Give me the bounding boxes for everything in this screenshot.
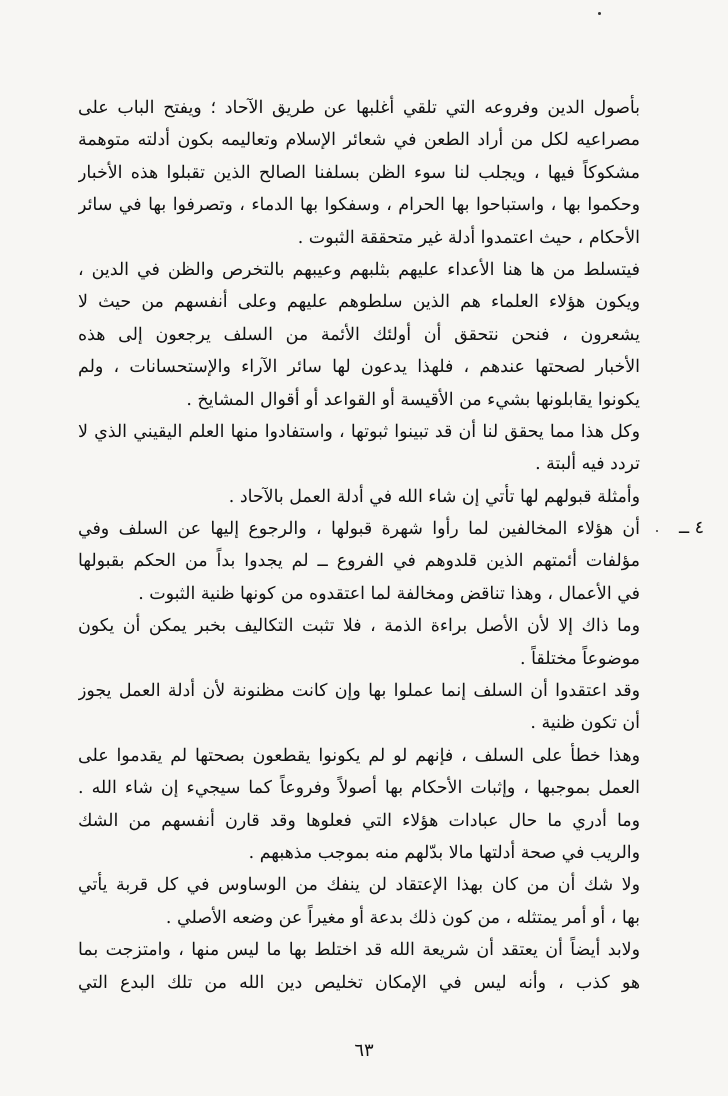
body-text [78, 92, 640, 999]
text-line: وهذا خطأ على السلف ، فإنهم لو لم يكونوا يقطعون بصحتها لم يقدموا على [78, 745, 640, 766]
list-item-number: ٤ ــ [678, 518, 704, 538]
text-line: ويكون هؤلاء العلماء هم الذين سلطوهم عليهم وعلى أنفسهم من حيث لا [78, 292, 640, 313]
text-line: يكونوا يقابلونها بشيء من الأقيسة أو القواعد أو أقوال المشايخ . [186, 389, 640, 410]
text-line: مصراعيه لكل من أراد الطعن في شعائر الإسلام وتعاليمه بكون أدلته متوهمة [78, 130, 640, 151]
text-line: مؤلفات أئمتهم الذين قلدوهم في الفروع ــ لم يجدوا بداً من الحكم بقبولها [78, 551, 640, 572]
text-line: وقد اعتقدوا أن السلف إنما عملوا بها وإن كانت مظنونة لأن أدلة العمل يجوز [78, 681, 640, 702]
text-line: أن تكون ظنية . [530, 713, 640, 734]
page-number: ٦٣ [354, 1040, 374, 1061]
text-line: الأحكام ، حيث اعتمدوا أدلة غير متحققة الثبوت . [297, 227, 640, 248]
text-line: هو كذب ، وأنه ليس في الإمكان تخليص دين الله من تلك البدع التي [78, 972, 640, 993]
text-line: ولا شك أن من كان بهذا الإعتقاد لن ينفك من الوساوس في كل قربة يأتي [78, 875, 640, 896]
text-line: وما أدري ما حال عبادات هؤلاء التي فعلوها وقد قارن أنفسهم من الشك [78, 810, 640, 831]
text-line: أن هؤلاء المخالفين لما رأوا شهرة قبولها ، والرجوع إليها عن السلف وفي [78, 519, 640, 540]
text-line: وأمثلة قبولهم لها تأتي إن شاء الله في أدلة العمل بالآحاد . [228, 486, 640, 507]
text-line: بها ، أو أمر يمتثله ، من كون ذلك بدعة أو مغيراً عن وضعه الأصلي . [165, 907, 640, 928]
text-line: تردد فيه ألبتة . [535, 454, 640, 475]
text-line: وكل هذا مما يحقق لنا أن قد تبينوا ثبوتها ، واستفادوا منها العلم اليقيني الذي لا [78, 421, 640, 442]
text-line: مشكوكاً فيها ، ويجلب لنا سوء الظن بسلفنا الصالح الذين تقبلوا هذه الأخبار [78, 162, 640, 183]
text-line: وحكموا بها ، واستباحوا بها الحرام ، وسفكوا بها الدماء ، وتصرفوا بها في سائر [78, 195, 640, 216]
text-line: ولابد أيضاً أن يعتقد أن شريعة الله قد اختلط بها ما ليس منها ، وامتزجت بما [78, 940, 640, 961]
text-line: والريب في صحة أدلتها مالا بدّلهم منه بموجب مذهبهم . [248, 842, 640, 863]
text-line: يشعرون ، فنحن نتحقق أن أولئك الأئمة من السلف يرجعون إلى هذه [78, 324, 640, 345]
ink-speck [598, 12, 601, 15]
text-line: العمل بموجبها ، وإثبات الأحكام بها أصولاً وفروعاً كما سيجيء إن شاء الله . [78, 778, 640, 799]
text-line: بأصول الدين وفروعه التي تلقي أغلبها عن طريق الآحاد ؛ ويفتح الباب على [78, 98, 640, 118]
text-line: الأخبار لصحتها عندهم ، فلهذا يدعون لها سائر الآراء والإستحسانات ، ولم [78, 357, 640, 378]
text-line: في الأعمال ، وهذا تناقض ومخالفة لما اعتقدوه من كونها ظنية الثبوت . [138, 583, 640, 604]
text-line: فيتسلط من ها هنا الأعداء عليهم بثلبهم وعيبهم بالتخرص والظن في الدين ، [78, 259, 640, 280]
text-line: وما ذاك إلا لأن الأصل براءة الذمة ، فلا تثبت التكاليف بخبر يمكن أن يكون [78, 616, 640, 637]
text-line: موضوعاً مختلقاً . [520, 648, 640, 669]
